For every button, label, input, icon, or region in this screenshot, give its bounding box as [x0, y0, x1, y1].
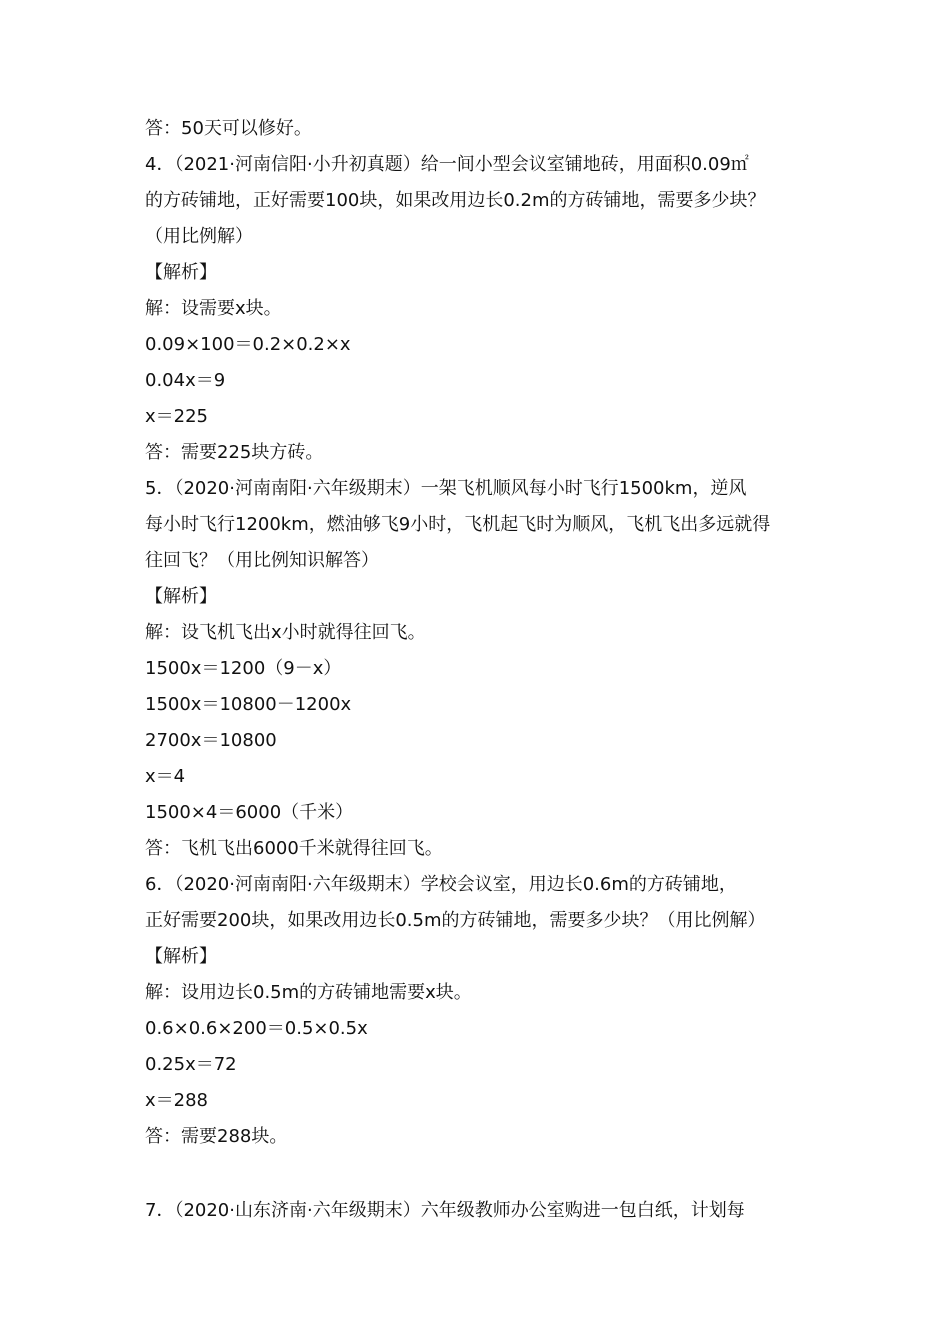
equation-line: 0.04x＝9	[145, 370, 226, 391]
equation-line: 1500x＝1200（9－x）	[145, 658, 342, 679]
question-5-line-3: 往回飞？（用比例知识解答）	[145, 550, 379, 571]
equation-line: 0.09×100＝0.2×0.2×x	[145, 334, 351, 355]
equation-line: 1500x＝10800－1200x	[145, 694, 352, 715]
analysis-heading-q5: 【解析】	[145, 586, 217, 607]
analysis-heading-q4: 【解析】	[145, 262, 217, 283]
equation-line: x＝288	[145, 1090, 209, 1111]
equation-line: x＝4	[145, 766, 186, 787]
solution-line: 解：设需要x块。	[145, 298, 282, 319]
answer-line-q4: 答：需要225块方砖。	[145, 442, 324, 463]
question-4-line-3: （用比例解）	[145, 226, 253, 247]
equation-line: x＝225	[145, 406, 209, 427]
equation-line: 1500×4＝6000（千米）	[145, 802, 354, 823]
question-6-line-1: 6．（2020·河南南阳·六年级期末）学校会议室，用边长0.6m的方砖铺地，	[145, 874, 737, 895]
solution-line: 解：设用边长0.5m的方砖铺地需要x块。	[145, 982, 472, 1003]
question-5-line-1: 5．（2020·河南南阳·六年级期末）一架飞机顺风每小时飞行1500km，逆风	[145, 478, 747, 499]
answer-line-q6: 答：需要288块。	[145, 1126, 288, 1147]
equation-line: 0.6×0.6×200＝0.5×0.5x	[145, 1018, 368, 1039]
equation-line: 2700x＝10800	[145, 730, 277, 751]
analysis-heading-q6: 【解析】	[145, 946, 217, 967]
question-7-line-1: 7．（2020·山东济南·六年级期末）六年级教师办公室购进一包白纸，计划每	[145, 1200, 745, 1221]
equation-line: 0.25x＝72	[145, 1054, 237, 1075]
question-6-line-2: 正好需要200块，如果改用边长0.5m的方砖铺地，需要多少块？（用比例解）	[145, 910, 766, 931]
solution-line: 解：设飞机飞出x小时就得往回飞。	[145, 622, 426, 643]
question-5-line-2: 每小时飞行1200km，燃油够飞9小时，飞机起飞时为顺风，飞机飞出多远就得	[145, 514, 771, 535]
answer-line-q3: 答：50天可以修好。	[145, 118, 312, 139]
question-4-line-2: 的方砖铺地，正好需要100块，如果改用边长0.2m的方砖铺地，需要多少块？	[145, 190, 766, 211]
question-4-line-1: 4．（2021·河南信阳·小升初真题）给一间小型会议室铺地砖，用面积0.09㎡	[145, 154, 749, 175]
answer-line-q5: 答：飞机飞出6000千米就得往回飞。	[145, 838, 443, 859]
